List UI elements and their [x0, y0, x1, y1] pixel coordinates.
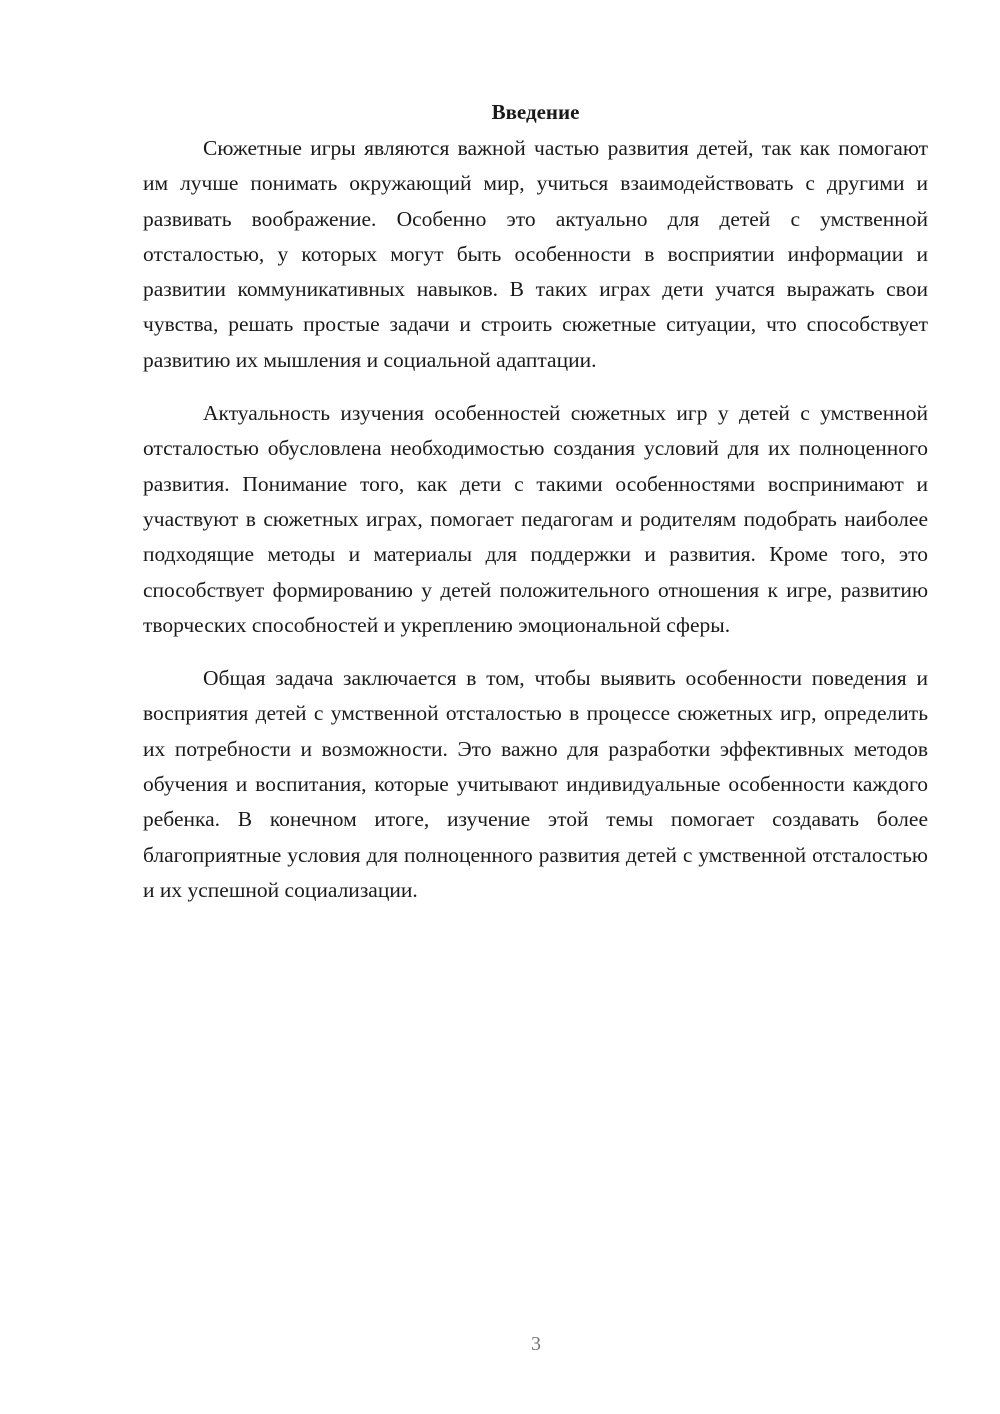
section-title: Введение [491, 100, 580, 124]
paragraph-1: Сюжетные игры являются важной частью развития детей, так как помогают им лучше понимать окружающий мир, учиться взаимодействовать с другими и развивать воображение. Особенно это актуально для детей с умственной отсталостью, у которых могут быть особенности в восприятии информации и развитии коммуникативных навыков. В таких играх дети учатся выражать свои чувства, решать простые задачи и строить сюжетные ситуации, что способствует развитию их мышления и социальной адаптации. [143, 136, 928, 372]
paragraph-2: Актуальность изучения особенностей сюжетных игр у детей с умственной отсталостью обусловлена необходимостью создания условий для их полноценного развития. Понимание того, как дети с такими особенностями воспринимают и участвуют в сюжетных играх, помогает педагогам и родителям подобрать наиболее подходящие методы и материалы для поддержки и развития. Кроме того, это способствует формированию у детей положительного отношения к игре, развитию творческих способностей и укреплению эмоциональной сферы. [143, 401, 928, 637]
paragraph-3: Общая задача заключается в том, чтобы выявить особенности поведения и восприятия детей с умственной отсталостью в процессе сюжетных игр, определить их потребности и возможности. Это важно для разработки эффективных методов обучения и воспитания, которые учитывают индивидуальные особенности каждого ребенка. В конечном итоге, изучение этой темы помогает создавать более благоприятные условия для полноценного развития детей с умственной отсталостью и их успешной социализации. [143, 666, 928, 902]
page-content [143, 96, 928, 908]
page-number: 3 [531, 1333, 541, 1355]
